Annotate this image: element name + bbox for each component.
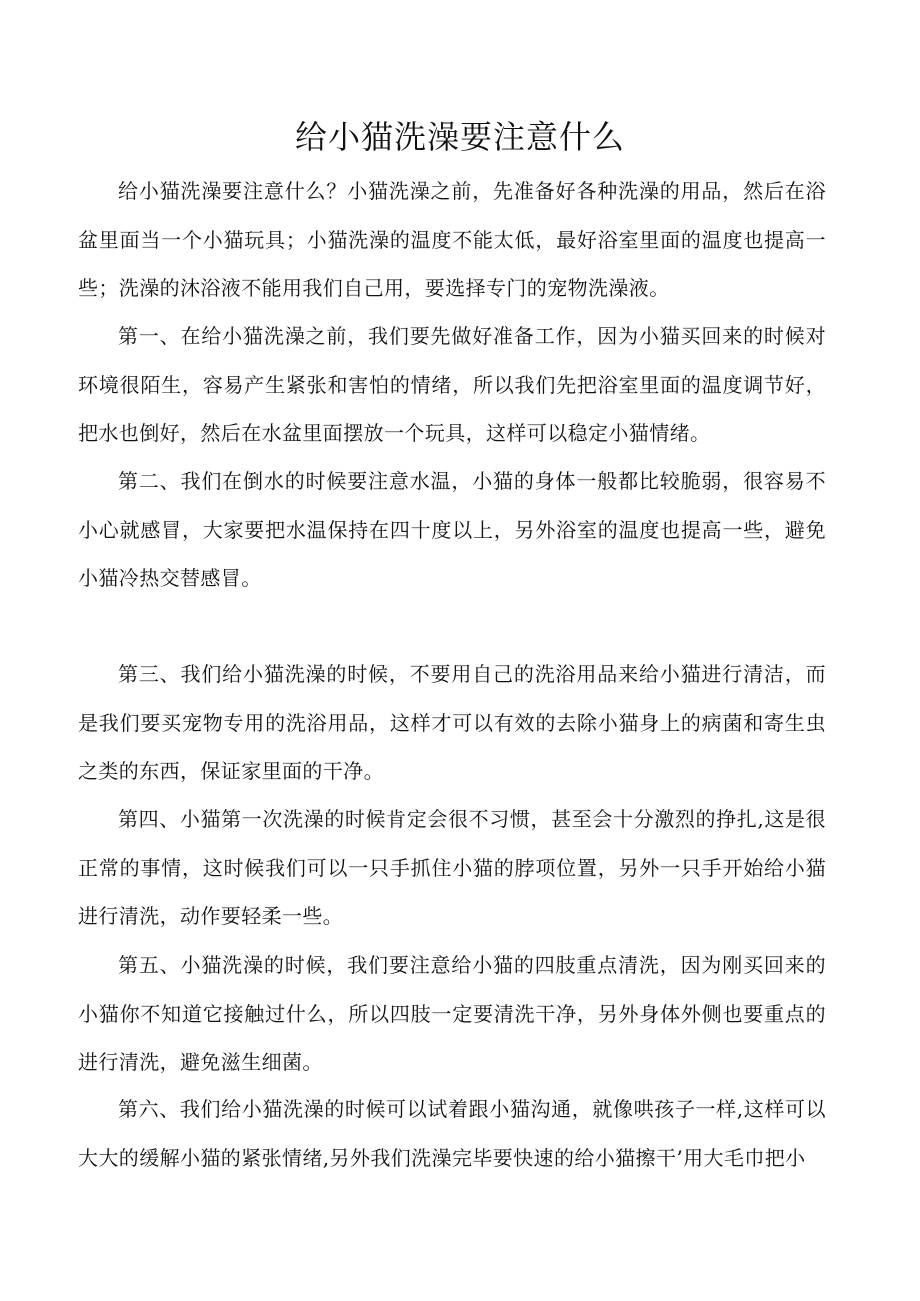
paragraph-step-6: 第六、我们给小猫洗澡的时候可以试着跟小猫沟通，就像哄孩子一样,这样可以大大的缓解小猫的紧张情绪,另外我们洗澡完毕要快速的给小猫擦干’用大毛巾把小 xyxy=(78,1097,826,1170)
paragraph-step-3: 第三、我们给小猫洗澡的时候，不要用自己的洗浴用品来给小猫进行清洁，而是我们要买宠物专用的洗浴用品，这样才可以有效的去除小猫身上的病菌和寄生虫之类的东西，保证家里面的干净。 xyxy=(78,662,826,783)
paragraph-step-1: 第一、在给小猫洗澡之前，我们要先做好准备工作，因为小猫买回来的时候对环境很陌生，容易产生紧张和害怕的情绪，所以我们先把浴室里面的温度调节好，把水也倒好，然后在水盆里面摆放一个玩具，这样可以稳定小猫情绪。 xyxy=(78,324,826,445)
page-title: 给小猫洗澡要注意什么 xyxy=(294,118,625,156)
paragraph-step-2: 第二、我们在倒水的时候要注意水温，小猫的身体一般都比较脆弱，很容易不小心就感冒，大家要把水温保持在四十度以上，另外浴室的温度也提高一些，避免小猫冷热交替感冒。 xyxy=(78,469,826,590)
paragraph-step-5: 第五、小猫洗澡的时候，我们要注意给小猫的四肢重点清洗，因为刚买回来的小猫你不知道它接触过什么，所以四肢一定要清洗干净，另外身体外侧也要重点的进行清洗，避免滋生细菌。 xyxy=(78,953,826,1074)
intro-paragraph: 给小猫洗澡要注意什么？小猫洗澡之前，先准备好各种洗澡的用品，然后在浴盆里面当一个小猫玩具；小猫洗澡的温度不能太低，最好浴室里面的温度也提高一些；洗澡的沐浴液不能用我们自己用，要选择专门的宠物洗澡液。 xyxy=(78,179,826,300)
paragraph-step-4: 第四、小猫第一次洗澡的时候肯定会很不习惯，甚至会十分激烈的挣扎,这是很正常的事情，这时候我们可以一只手抓住小猫的脖项位置，另外一只手开始给小猫进行清洗，动作要轻柔一些。 xyxy=(78,807,826,928)
